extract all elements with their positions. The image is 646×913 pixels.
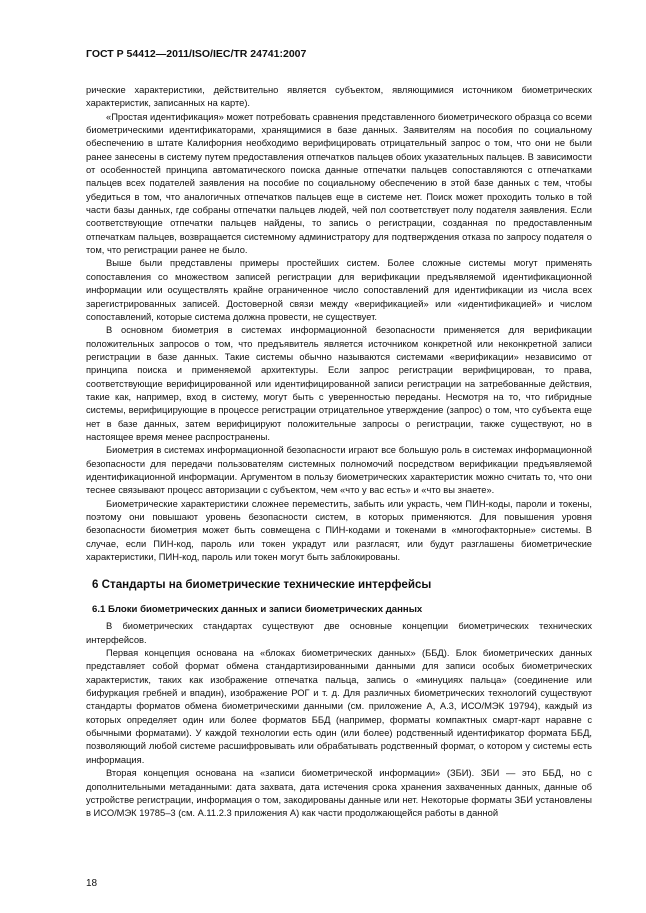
- paragraph-second-concept: Вторая концепция основана на «записи биометрической информации» (ЗБИ). ЗБИ — это ББД, но с дополнительными метаданными: дата захвата, дата истечения срока хранения захваченных данных, данные об устройстве регистрации, информация о том, закодированы данные или нет. Некоторые форматы ЗБИ установлены в ИСО/МЭК 19785–3 (см. А.11.2.3 приложения А) как части продолжающейся работы в данной: [86, 768, 592, 819]
- paragraph-simple-identification: «Простая идентификация» может потребовать сравнения представленного биометрического образца со всеми биометрическими идентификаторами, хранящимися в базе данных. Заявителям на пособия по социальному обеспечению в штате Калифорния необходимо верифицировать отрицательный запрос о том, что они не были ранее занесены в систему путем предоставления отпечатков пальцев обоих указательных пальцев. В зависимости от особенностей принципа автоматического поиска данные отпечатки пальцев сопоставляются с отпечатками пальцев всех подателей заявления на пособие по социальному обеспечению в этой базе данных с тем, чтобы убедиться в том, что аналогичных отпечатков пальцев еще в системе нет. Поиск может проходить только в той части базы данных, где собраны отпечатки пальцев людей, чей пол соответствует полу подателя заявления. Если соответствующие отпечатки пальцев найдены, то запись о регистрации, созданная по предоставленным отпечаткам пальцев, возвращается системному администратору для подтверждения отказа по запросу подателя о том, что регистрации ранее не было.: [86, 111, 592, 256]
- paragraph-multifactor: Биометрические характеристики сложнее переместить, забыть или украсть, чем ПИН-коды, пароли и токены, поэтому они повышают уровень безопасности систем, в которых применяются. Для повышения уровня безопасности биометрия может быть совмещена с ПИН-кодами и токенами в «многофакторные» системы. В случае, если ПИН-код, пароль или токен украдут или разгласят, или будут разглашены биометрические характеристики, ПИН-код, пароль или токен могут быть заблокированы.: [86, 498, 592, 563]
- page-body: [86, 84, 592, 821]
- section-6-1-heading: 6.1 Блоки биометрических данных и записи биометрических данных: [92, 604, 423, 616]
- paragraph-first-concept: Первая концепция основана на «блоках биометрических данных» (ББД). Блок биометрических данных представляет собой формат обмена стандартизированными данными для записи особых биометрических характеристик, таких как изображение отпечатка пальца, запись о «минуциях пальца» (соединение или бифуркация гребней и впадин), изображение РОГ и т. д. Для различных биометрических технологий существуют стандарты форматов обмена биометрическими данными (см. приложение А, А.3, ИСО/МЭК 19794), каждый из которых определяет один или более форматов ББД (например, форматы компактных смарт-карт наравне с обычными форматами). У каждой технологии есть один (или более) родственный идентификатор формата ББД, позволяющий любой системе расшифровывать или обрабатывать родственный формат, о котором у системы есть информация.: [86, 648, 592, 765]
- paragraph-continued: рические характеристики, действительно является субъектом, являющимися источником биометрических характеристик, записанных на карте).: [86, 85, 592, 109]
- paragraph-verification: В основном биометрия в системах информационной безопасности применяется для верификации положительных запросов о том, что предъявитель является источником конкретной или неконкретной записи регистрации в базе данных. Такие системы обычно называются системами «верификации» независимо от принципа поиска и применяемой архитектуры. Если запрос регистрации верифицирован, то права, соответствующие верифицированной или идентифицированной записи регистрации на затребованные действия, такие как, например, вход в систему, могут быть с уверенностью переданы. Несмотря на то, что гибридные системы, верифицирующие в процессе регистрации отрицательное утверждение (запрос) о том, что субъекта еще нет в базе данных, затем верифицируют положительные запросы о регистрации, также существуют, но в настоящее время менее распространены.: [86, 325, 592, 442]
- paragraph-complex-systems: Выше были представлены примеры простейших систем. Более сложные системы могут применять сопоставления со множеством записей регистрации для верификации предъявляемой идентификационной информации или осуществлять крайне ограниченное число сопоставлений для идентификации из числа всех зарегистрированных записей. Достоверной связи между «верификацией» или «идентификацией» и числом сопоставлений, которые система должна провести, не существует.: [86, 258, 592, 322]
- section-6-heading: 6 Стандарты на биометрические технические интерфейсы: [92, 578, 432, 592]
- paragraph-two-concepts: В биометрических стандартах существуют две основные концепции биометрических технических интерфейсов.: [86, 621, 592, 645]
- page-number: 18: [86, 878, 98, 889]
- paragraph-infosec: Биометрия в системах информационной безопасности играют все большую роль в системах информационной безопасности для передачи пользователям системных полномочий посредством верификации предъявляемой идентификационной информации. Аргументом в пользу биометрических характеристик можно считать то, что они теснее связывают процесс авторизации с субъектом, чем «что у вас есть» и «что вы знаете».: [86, 445, 592, 496]
- document-header: ГОСТ Р 54412—2011/ISO/IEC/TR 24741:2007: [86, 48, 307, 60]
